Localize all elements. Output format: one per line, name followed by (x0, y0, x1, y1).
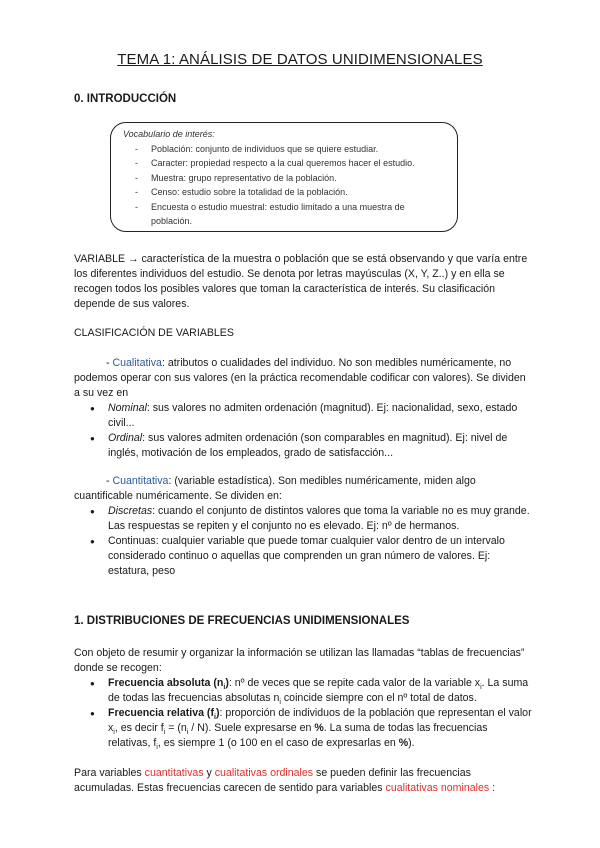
cuantitativa-block (74, 474, 532, 579)
term-nominal-text: : sus valores no admiten ordenación (magnitud). Ej: nacionalidad, sexo, estado civil... (108, 402, 518, 429)
cualitativa-list (74, 401, 532, 461)
vocabulary-heading: Vocabulario de interés: (123, 129, 215, 139)
classification-heading: CLASIFICACIÓN DE VARIABLES (74, 327, 234, 339)
cuantitativa-text: : (variable estadística). Son medibles numéricamente, miden algo cuantificable numéricamente. Se dividen en: (74, 475, 476, 502)
highlight-cualitativas-ordinales: cualitativas ordinales (214, 767, 314, 779)
page-title: TEMA 1: ANÁLISIS DE DATOS UNIDIMENSIONALES (117, 51, 483, 68)
frequency-list (74, 676, 532, 751)
list-item (74, 504, 532, 534)
section-heading-introduccion: 0. INTRODUCCIÓN (74, 93, 177, 105)
cuantitativa-prefix: - (106, 475, 113, 487)
variable-paragraph: VARIABLE → característica de la muestra o población que se está observando y que varía entre los diferentes individuos del estudio. Se denota por letras mayúsculas (X, Y, Z..) y en ella se recogen todos los posibles valores que toman la característica de interés. Su clasificación depende de sus valores. (74, 253, 528, 310)
term-continuas-text: : cualquier variable que puede tomar cualquier valor dentro de un intervalo considerado continuo o aquellas que comprenden un gran número de valores. Ej: estatura, peso (108, 535, 505, 577)
list-item: - Caracter: propiedad respecto a la cual queremos hacer el estudio. (123, 156, 447, 171)
cualitativa-prefix: - (106, 357, 113, 369)
term-frecuencia-absoluta: Frecuencia absoluta $(n_i)$ (108, 677, 229, 692)
list-item: - Censo: estudio sobre la totalidad de la población. (123, 185, 447, 200)
frequency-list-block (74, 676, 532, 751)
highlight-cualitativas-nominales: cualitativas nominales (385, 782, 490, 794)
vocabulary-box (110, 122, 458, 232)
list-item (74, 534, 532, 579)
section1-intro: Con objeto de resumir y organizar la información se utilizan las llamadas “tablas de frecuencias” donde se recogen: (74, 647, 525, 674)
term-nominal: Nominal (108, 402, 147, 414)
term-discretas-text: : cuando el conjunto de distintos valores que toma la variable no es muy grande. Las respuestas se repiten y el conjunto no es elevado. Ej: nº de hermanos. (108, 505, 530, 532)
section-heading-distribuciones: 1. DISTRIBUCIONES DE FRECUENCIAS UNIDIMENSIONALES (74, 615, 410, 627)
list-item: - Población: conjunto de individuos que se quiere estudiar. (123, 142, 447, 157)
list-item (74, 431, 532, 461)
highlight-cuantitativas: cuantitativas (144, 767, 204, 779)
cualitativa-label: Cualitativa (112, 357, 162, 369)
cuantitativa-list (74, 504, 532, 579)
term-ordinal-text: : sus valores admiten ordenación (son comparables en magnitud). Ej: nivel de inglés, motivación de los empleados, grado de satisfacción... (108, 432, 508, 459)
list-item: ● Frecuencia relativa $(f_i)$: proporción de individuos de la población que representan el valor $x_i$, es decir $f_i = (n_i / N)$. Suele expresarse en %. La suma de todas las frecuencias relativas, $f_i$, es siempre 1 (o 100 en el caso de expresarlas en %). (74, 706, 532, 751)
term-frecuencia-relativa: Frecuencia relativa $(f_i)$ (108, 707, 220, 722)
list-item: - Muestra: grupo representativo de la población. (123, 171, 447, 186)
list-item: ● Frecuencia absoluta $(n_i)$: nº de veces que se repite cada valor de la variable $x_i$. La suma de todas las frecuencias absolutas $n_i$ coincide siempre con el nº total de datos. (74, 676, 532, 706)
cualitativa-text: : atributos o cualidades del individuo. No son medibles numéricamente, no podemos operar con sus valores (en la práctica recomendable codificar con valores). Se dividen a su vez en (74, 357, 526, 399)
term-continuas: Continuas (108, 535, 156, 547)
cuantitativa-label: Cuantitativa (112, 475, 169, 487)
cualitativa-block (74, 356, 532, 461)
term-ordinal: Ordinal (108, 432, 143, 444)
term-discretas: Discretas (108, 505, 153, 517)
closing-paragraph: Para variables cuantitativas y cualitativas ordinales se pueden definir las frecuencias acumuladas. Estas frecuencias carecen de sentido para variables cualitativas nominales : (74, 767, 496, 794)
list-item (74, 401, 532, 431)
vocabulary-list (123, 142, 447, 229)
list-item: - Encuesta o estudio muestral: estudio limitado a una muestra de población. (123, 200, 447, 229)
